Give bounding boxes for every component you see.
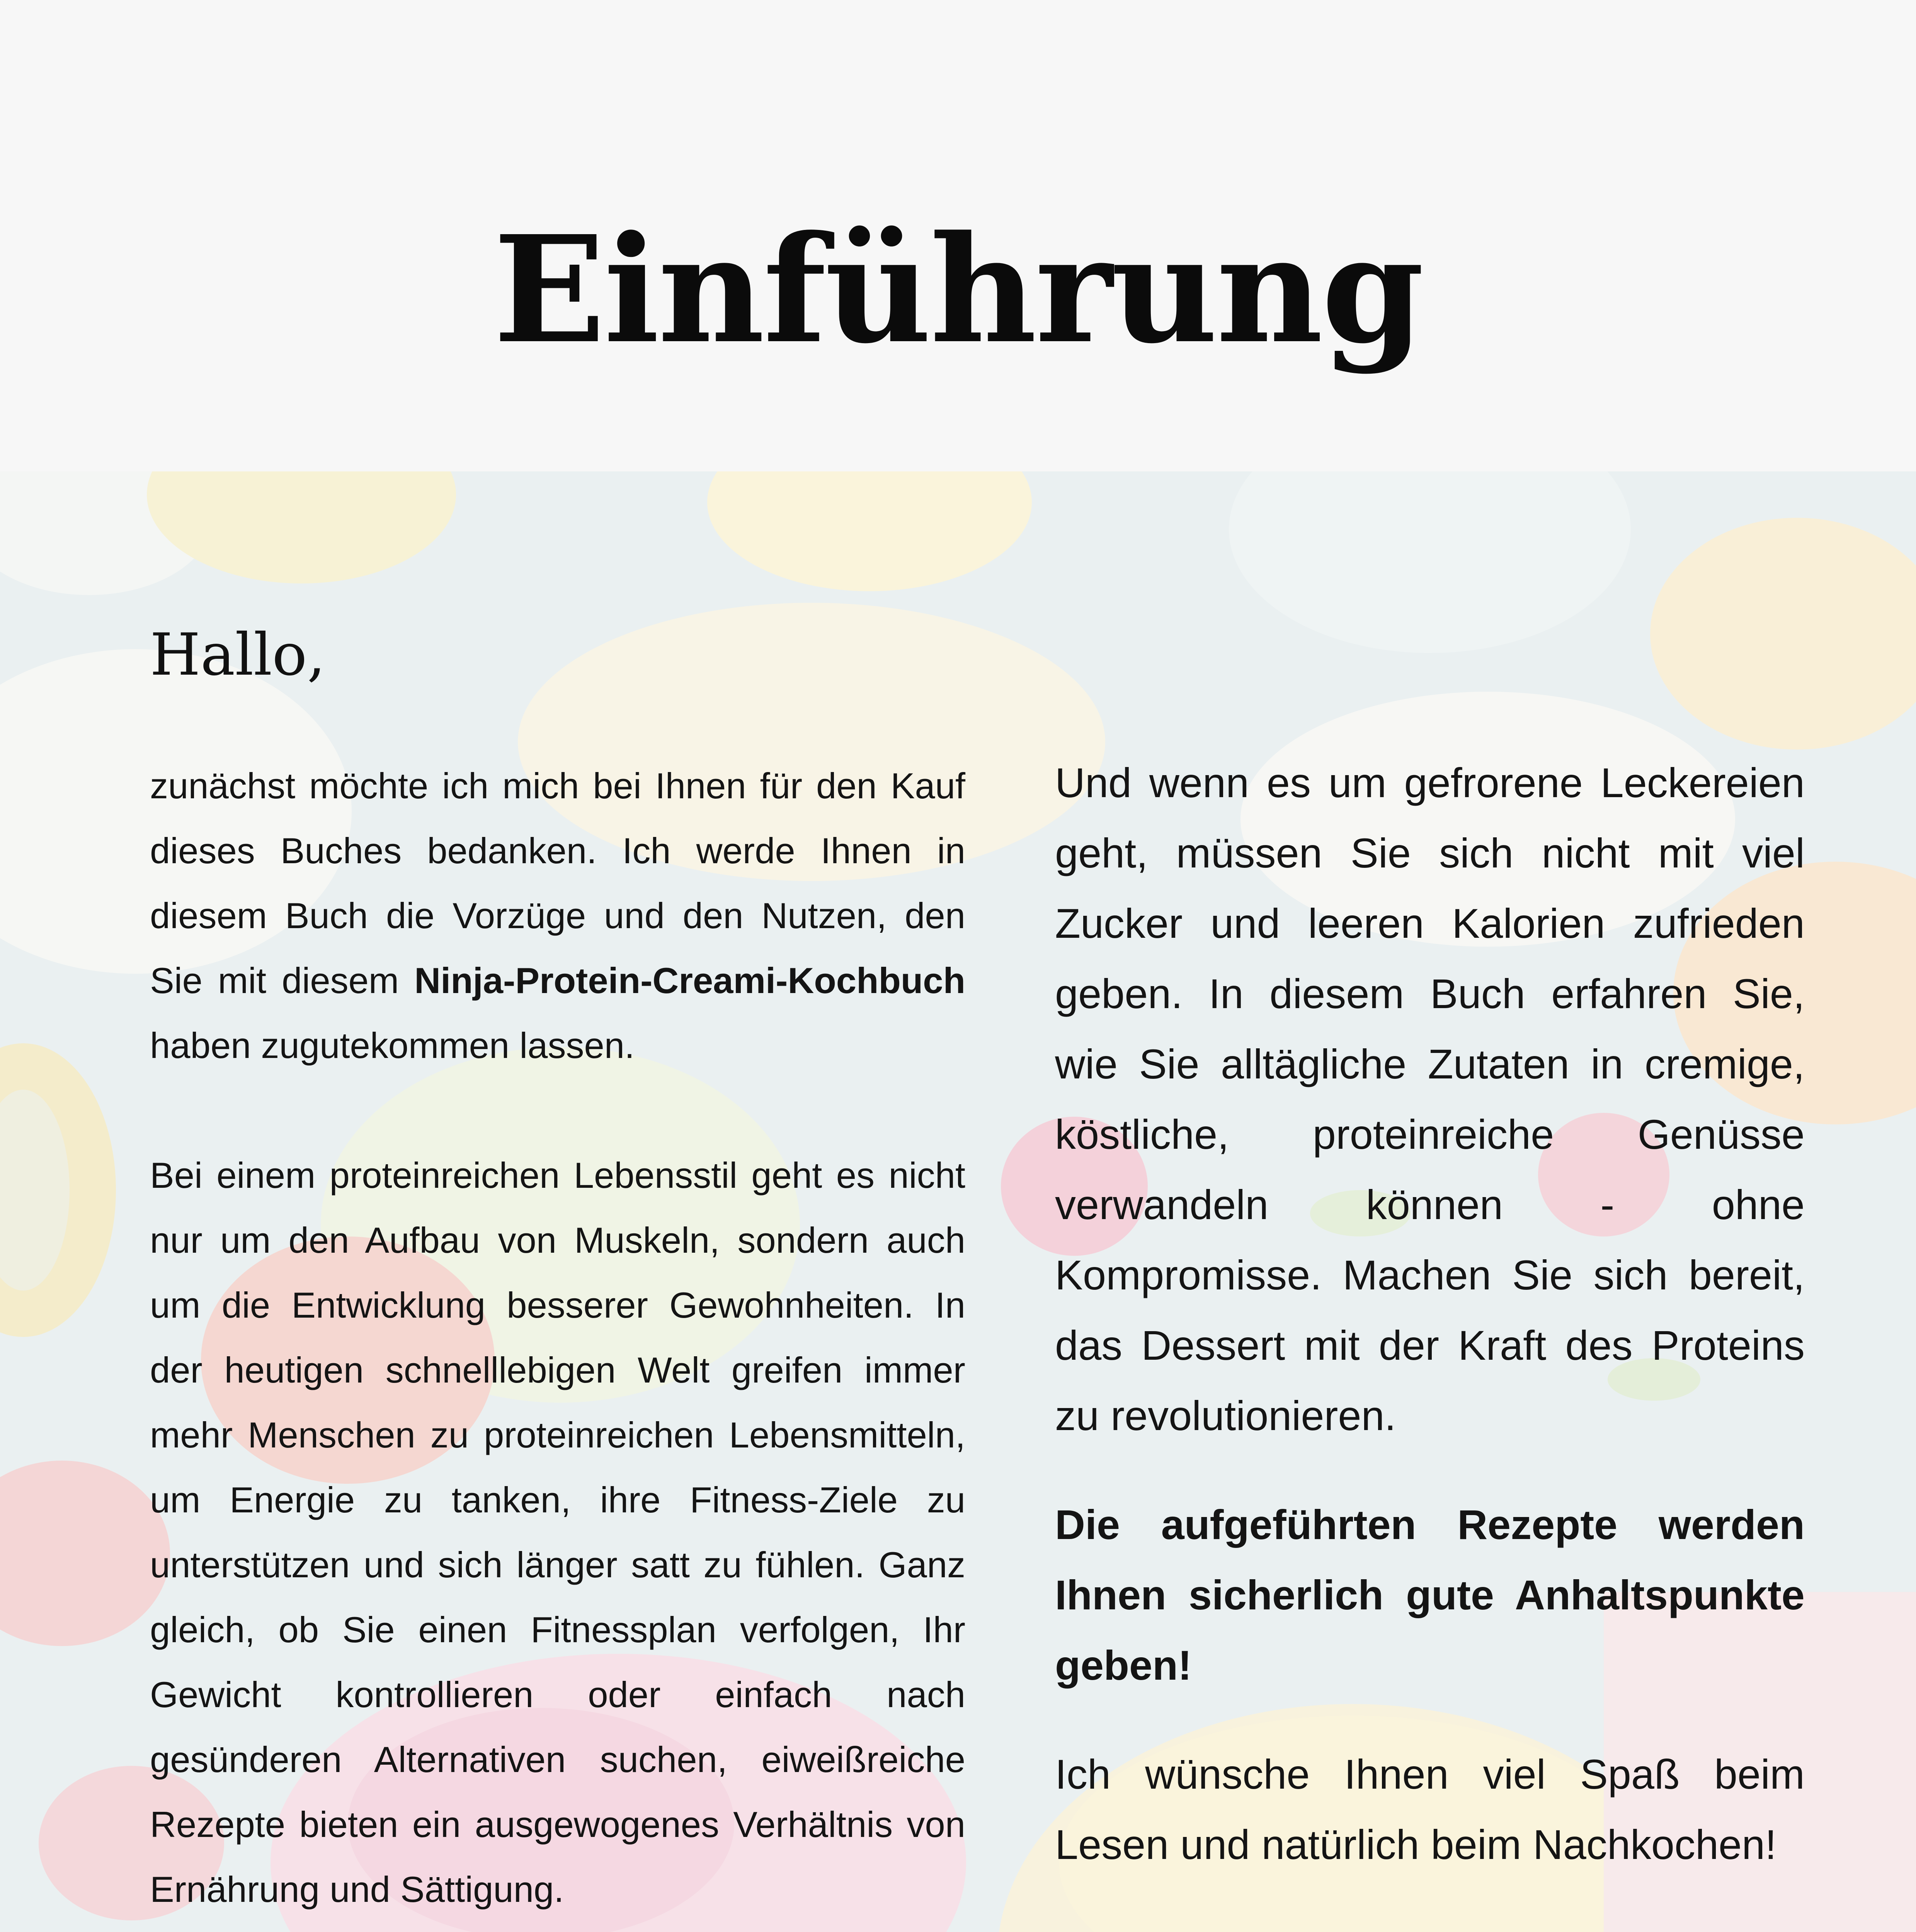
page-header xyxy=(0,0,1916,471)
right-paragraph-1: Und wenn es um gefrorene Leckereien geht, müssen Sie sich nicht mit viel Zucker und leeren Kalorien zufrieden geben. In diesem Buch erfahren Sie, wie Sie alltägliche Zutaten in cremige, köstliche, proteinreiche Genüsse verwandeln können - ohne Kompromisse. Machen Sie sich bereit, das Dessert mit der Kraft des Proteins zu revolutionieren. xyxy=(1055,759,1805,1439)
right-paragraph-3: Ich wünsche Ihnen viel Spaß beim Lesen und natürlich beim Nachkochen! xyxy=(1055,1751,1805,1868)
book-title-bold: Ninja-Protein-Creami-Kochbuch xyxy=(414,960,965,1001)
left-paragraph-1-text-end: haben zugutekommen lassen. xyxy=(150,1025,635,1066)
right-column xyxy=(1055,748,1805,1880)
right-paragraph-2-bold: Die aufgeführten Rezepte werden Ihnen sicherlich gute Anhaltspunkte geben! xyxy=(1055,1501,1805,1689)
left-paragraph-2: Bei einem proteinreichen Lebensstil geht es nicht nur um den Aufbau von Muskeln, sondern auch um die Entwicklung besserer Gewohnheiten. In der heutigen schnelllebigen Welt greifen immer mehr Menschen zu proteinreichen Lebensmitteln, um Energie zu tanken, ihre Fitness-Ziele zu unterstützen und sich länger satt zu fühlen. Ganz gleich, ob Sie einen Fitnessplan verfolgen, Ihr Gewicht kontrollieren oder einfach nach gesünderen Alternativen suchen, eiweißreiche Rezepte bieten ein ausgewogenes Verhältnis von Ernährung und Sättigung. xyxy=(150,1155,965,1910)
page-title: Einführung xyxy=(493,203,1423,376)
left-column xyxy=(150,753,965,1922)
greeting: Hallo, xyxy=(150,621,326,689)
left-paragraph-1 xyxy=(150,753,965,1078)
left-paragraph-1-text: zunächst möchte ich mich bei Ihnen für den Kauf dieses Buches bedanken. Ich werde Ihnen in diesem Buch die Vorzüge und den Nutzen, den Sie mit diesem xyxy=(150,765,965,1001)
